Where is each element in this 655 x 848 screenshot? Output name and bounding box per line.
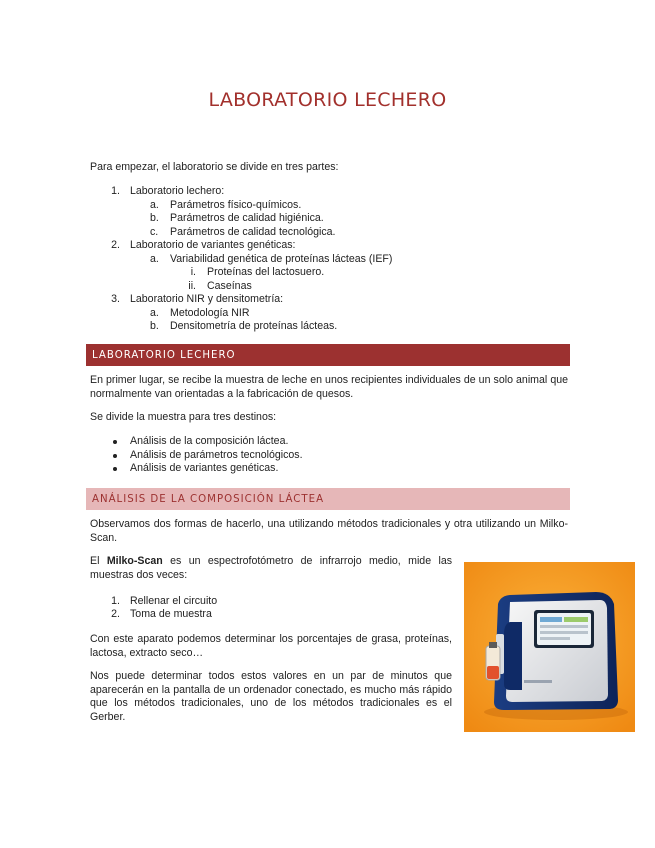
outline-subitem: Parámetros físico-químicos. [170,199,302,211]
milkoscan-illustration [464,562,635,732]
step-item: Toma de muestra [130,608,212,620]
bullet-item: Análisis de parámetros tecnológicos. [130,449,303,461]
intro-text: Para empezar, el laboratorio se divide en tres partes: [90,161,339,173]
outline-item: Laboratorio de variantes genéticas: [130,239,296,251]
outline-subitem: Parámetros de calidad tecnológica. [170,226,336,238]
bullet-item: Análisis de variantes genéticas. [130,462,279,474]
outline-item: Laboratorio NIR y densitometría: [130,293,284,305]
outline-subitem: Variabilidad genética de proteínas lácteas (IEF) [170,253,393,265]
outline-marker: i. [190,266,196,278]
bullet-dot [113,454,117,458]
step-item: Rellenar el circuito [130,595,218,607]
milko-rest: es un espectrofotómetro de infrarrojo medio, mide las muestras dos veces: [90,555,453,581]
outline-marker: b. [150,320,159,332]
milkoscan-photo [464,562,635,732]
outline-marker: ii. [188,280,196,292]
milko-paragraph [90,555,452,582]
step-marker: 2. [111,608,120,620]
subsection-heading: ANÁLISIS DE LA COMPOSICIÓN LÁCTEA [92,494,325,505]
outline-marker: 3. [111,293,120,305]
section-heading: LABORATORIO LECHERO [92,350,236,361]
section2-paragraph: Observamos dos formas de hacerlo, una utilizando métodos tradicionales y otra utilizando un Milko-Scan. [90,518,568,544]
outline-marker: c. [150,226,159,238]
outline-marker: 1. [111,185,120,197]
bullet-dot [113,467,117,471]
minutes-paragraph: Nos puede determinar todos estos valores en un par de minutos que aparecerán en la pantalla de un ordenador conectado, es mucho más rápido que los métodos tradicionales, uno de los métodos tradicionales es el Gerber. [90,670,452,723]
outline-subitem: Parámetros de calidad higiénica. [170,212,324,224]
milko-bold-term: Milko-Scan [106,555,163,567]
determine-paragraph: Con este aparato podemos determinar los porcentajes de grasa, proteínas, lactosa, extracto seco… [90,633,452,659]
outline-subsubitem: Caseínas [207,280,252,292]
outline-marker: a. [150,199,159,211]
outline-marker: 2. [111,239,120,251]
outline-marker: b. [150,212,159,224]
bullet-dot [113,440,117,444]
section1-lead: Se divide la muestra para tres destinos: [90,411,277,423]
outline-subsubitem: Proteínas del lactosuero. [207,266,325,278]
milko-prefix: El [90,555,100,567]
outline-subitem: Metodología NIR [170,307,250,319]
subsection-heading-band [86,488,570,510]
outline-marker: a. [150,253,159,265]
page-title: LABORATORIO LECHERO [208,89,447,111]
bullet-item: Análisis de la composición láctea. [130,435,289,447]
outline-item: Laboratorio lechero: [130,185,225,197]
section-heading-band [86,344,570,366]
outline-marker: a. [150,307,159,319]
step-marker: 1. [111,595,120,607]
section1-paragraph: En primer lugar, se recibe la muestra de leche en unos recipientes individuales de un solo animal que normalmente van orientadas a la fabricación de quesos. [90,374,568,400]
outline-subitem: Densitometría de proteínas lácteas. [170,320,338,332]
